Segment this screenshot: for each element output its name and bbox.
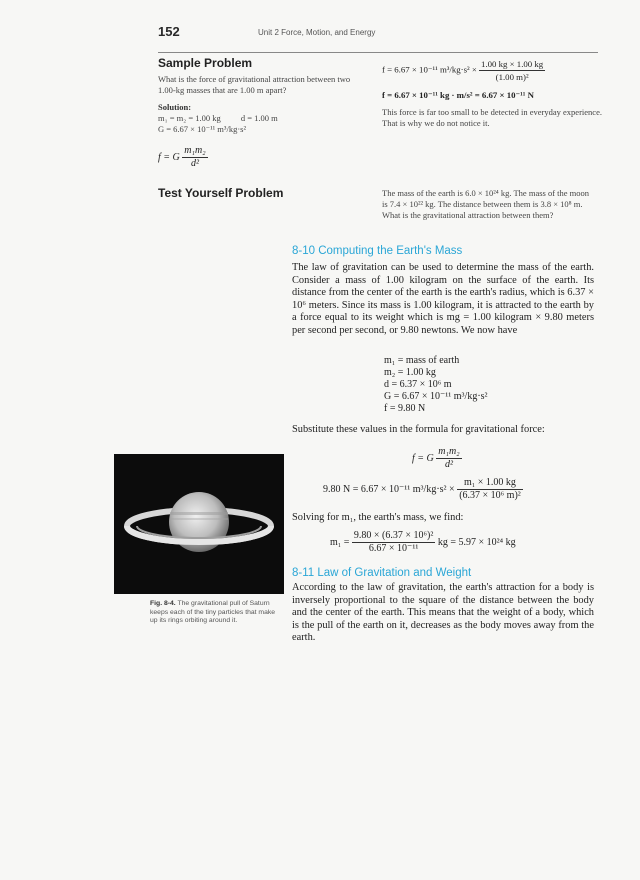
header-rule xyxy=(158,52,598,53)
substitution-den: (6.37 × 10⁶ m)² xyxy=(459,490,521,501)
sample-formula-num: m₁m₂ xyxy=(184,145,206,156)
sample-result: f = 6.67 × 10⁻¹¹ kg · m/s² = 6.67 × 10⁻¹¹ N xyxy=(382,90,534,100)
force-formula-den: d² xyxy=(444,459,453,470)
masses-given: m₁ = m₂ = 1.00 kg xyxy=(158,113,221,123)
sample-problem xyxy=(158,56,368,170)
solution-lhs: m₁ = xyxy=(330,536,350,548)
solution-equation xyxy=(330,530,516,555)
solution-den: 6.67 × 10⁻¹¹ xyxy=(368,543,419,554)
substitution-num: m₁ × 1.00 kg xyxy=(457,477,523,490)
section-8-11-paragraph: According to the law of gravitation, the earth's attraction for a body is inversely proportional to the square of the distance between the body and the center of the earth. This means that the weight of a body, which is the pull of the earth on it, decreases as the body moves away from the earth. xyxy=(292,582,594,644)
saturn-photo xyxy=(114,454,284,594)
substitution-lhs: 9.80 N = 6.67 × 10⁻¹¹ m³/kg·s² × xyxy=(323,483,455,495)
variable-list xyxy=(384,355,488,415)
solution-line-2: G = 6.67 × 10⁻¹¹ m³/kg·s² xyxy=(158,124,247,134)
solution-num: 9.80 × (6.37 × 10⁶)² xyxy=(353,530,434,541)
test-yourself-text: The mass of the earth is 6.0 × 10²⁴ kg. The mass of the moon is 7.4 × 10²² kg. The distance between them is 3.8 × 10⁸ m. What is the gravitational attraction between them? xyxy=(382,188,590,220)
sample-calc-fraction xyxy=(479,58,545,83)
sample-calc-den: (1.00 m)² xyxy=(495,72,529,82)
running-head: Unit 2 Force, Motion, and Energy xyxy=(258,28,376,37)
sample-note: This force is far too small to be detected in everyday experience. That is why we do not notice it. xyxy=(382,107,602,128)
var-m2: m₂ = 1.00 kg xyxy=(384,367,436,378)
substitute-text: Substitute these values in the formula for gravitational force: xyxy=(292,424,545,435)
sample-problem-question: What is the force of gravitational attraction between two 1.00-kg masses that are 1.00 m apart? xyxy=(158,74,351,95)
solution-rhs: kg = 5.97 × 10²⁴ kg xyxy=(437,536,516,548)
sample-formula-den: d² xyxy=(190,158,199,169)
var-g: G = 6.67 × 10⁻¹¹ m³/kg·s² xyxy=(384,391,488,402)
sample-formula-lhs: f = G xyxy=(158,151,180,163)
solution-fraction xyxy=(352,530,435,555)
page-number: 152 xyxy=(158,24,180,39)
figure-label: Fig. 8-4. xyxy=(150,600,176,607)
sample-formula-fraction xyxy=(182,145,207,170)
sample-calc xyxy=(382,58,602,83)
solving-text: Solving for m₁, the earth's mass, we find: xyxy=(292,512,464,523)
substitution-equation xyxy=(323,477,523,502)
figure-caption-text: The gravitational pull of Saturn keeps each of the tiny particles that make up its rings orbiting around it. xyxy=(150,600,276,625)
sample-problem-title: Sample Problem xyxy=(158,56,253,70)
sample-calc-lhs: f = 6.67 × 10⁻¹¹ m³/kg·s² × xyxy=(382,64,477,75)
force-formula-fraction xyxy=(436,446,461,471)
figure-caption xyxy=(150,600,280,626)
force-formula xyxy=(412,446,462,471)
force-formula-num: m₁m₂ xyxy=(438,446,460,457)
section-8-11-title: 8-11 Law of Gravitation and Weight xyxy=(292,567,472,579)
distance-given: d = 1.00 m xyxy=(240,113,278,123)
var-f: f = 9.80 N xyxy=(384,403,426,414)
substitution-fraction xyxy=(457,477,523,502)
sample-calc-num: 1.00 kg × 1.00 kg xyxy=(481,59,544,69)
section-8-10-paragraph: The law of gravitation can be used to determine the mass of the earth. Consider a mass of 1.00 kilogram on the surface of the earth. Its distance from the center of the earth is the earth's radius, which is 6.37 × 10⁶ meters. Since its mass is 1.00 kilogram, it is attracted to the earth by a force equal to its weight which is mg = 1.00 kilogram × 9.80 meters per second per second, or 9.80 newtons. We now have xyxy=(292,262,594,336)
test-yourself-title: Test Yourself Problem xyxy=(158,186,284,200)
solution-label: Solution: xyxy=(158,102,192,112)
force-formula-lhs: f = G xyxy=(412,452,434,464)
var-m1: m₁ = mass of earth xyxy=(384,355,460,366)
solution-line-1 xyxy=(158,113,368,124)
section-8-10-title: 8-10 Computing the Earth's Mass xyxy=(292,245,463,257)
sample-problem-calc xyxy=(382,58,602,129)
saturn-icon xyxy=(114,454,284,594)
var-d: d = 6.37 × 10⁶ m xyxy=(384,379,452,390)
sample-formula xyxy=(158,145,368,170)
